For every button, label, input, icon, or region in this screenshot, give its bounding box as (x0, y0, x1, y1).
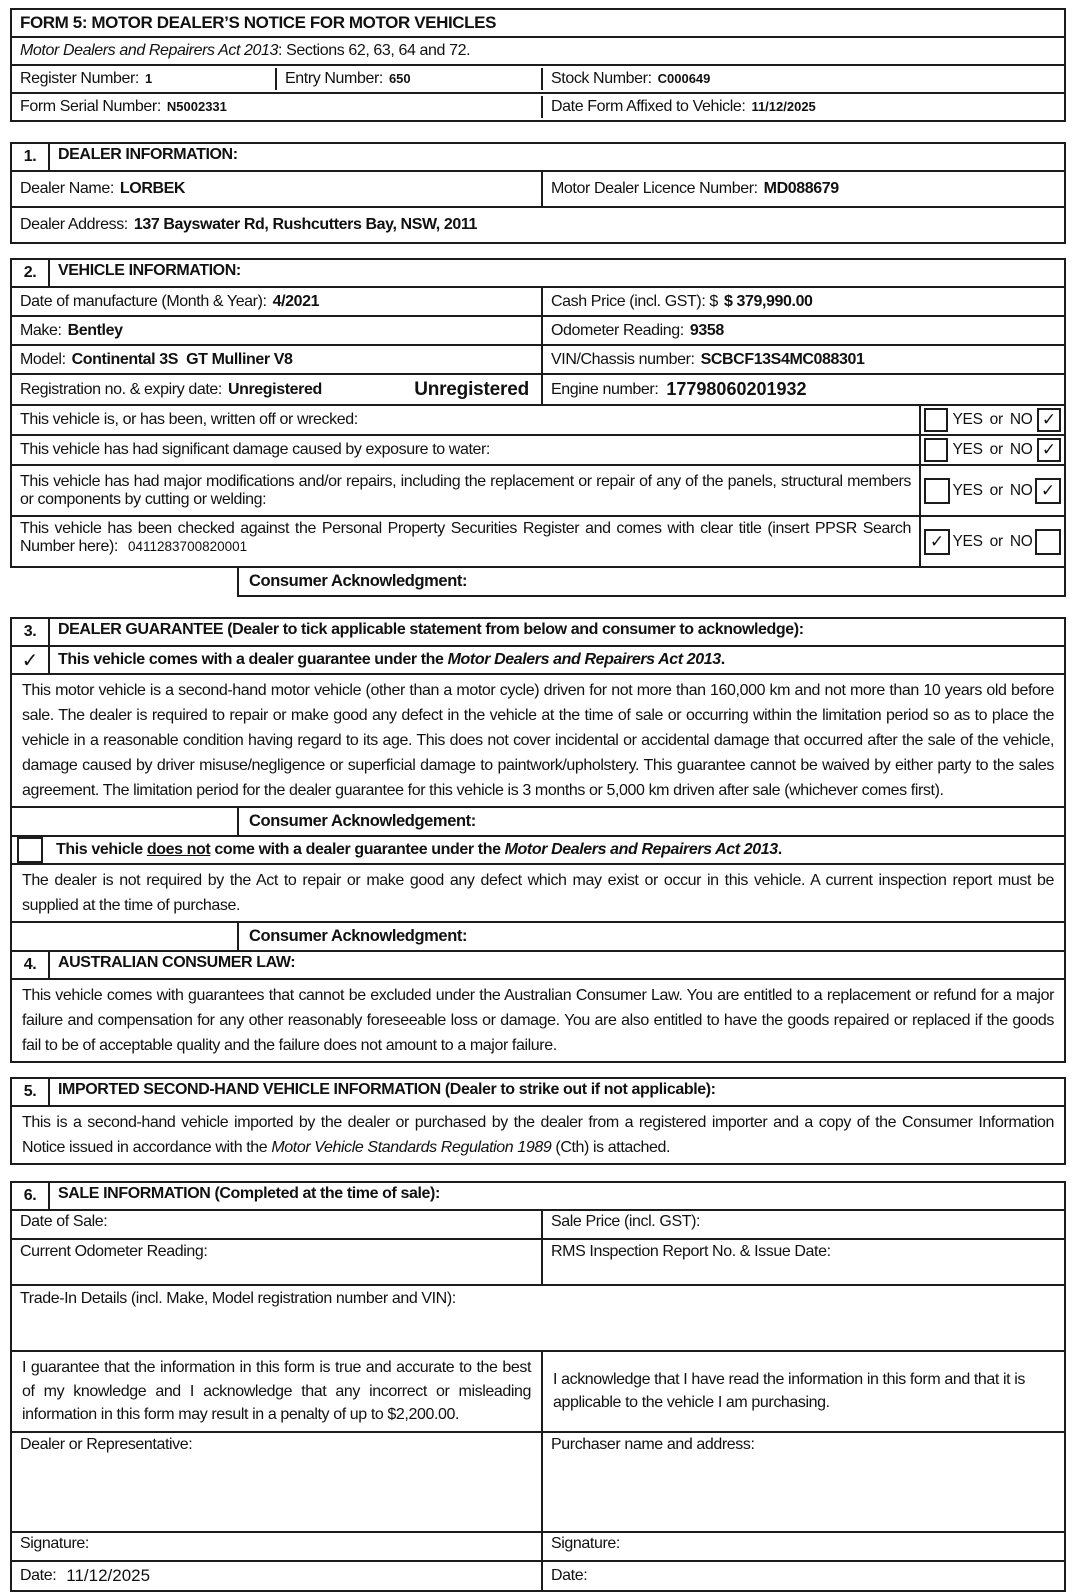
purchaser-date-label: Date: (551, 1566, 588, 1584)
ppsr-number-value: 0411283700820001 (128, 539, 248, 554)
sale-date-row (12, 1209, 1064, 1238)
consumer-acknowledgment-no-guarantee: Consumer Acknowledgment: (249, 927, 468, 945)
question-ppsr-row (12, 515, 1064, 566)
act-name-italic: Motor Dealers and Repairers Act 2013 (504, 841, 778, 858)
act-name-italic: Motor Dealers and Repairers Act 2013 (20, 42, 279, 59)
guarantee-without-checkbox-cell (12, 837, 48, 863)
registration-stamp: Unregistered (414, 378, 529, 400)
sale-odometer-row (12, 1238, 1064, 1284)
make-label: Make: (20, 321, 62, 339)
imported-body-text (12, 1105, 1064, 1163)
manufacture-value: 4/2021 (272, 292, 320, 310)
section1-title: DEALER INFORMATION: (58, 146, 238, 163)
question-written-off-text: This vehicle is, or has been, written off or wrecked: (20, 411, 358, 428)
consumer-acknowledgement-row-1 (12, 806, 1064, 835)
yes-label: YES (952, 481, 983, 499)
dealer-licence-value: MD088679 (763, 180, 839, 197)
spacer (10, 597, 1066, 617)
form-title: FORM 5: MOTOR DEALER’S NOTICE FOR MOTOR VEHICLES (20, 13, 497, 32)
spacer (10, 1063, 1066, 1077)
cash-price-value: $ 379,990.00 (723, 292, 813, 310)
section3-header (12, 619, 1064, 645)
does-not-underline: does not (146, 841, 211, 858)
ppsr-question-text: This vehicle has been checked against the Personal Property Securities Register and comes with clear title (insert PPSR Search Number here): (20, 520, 911, 555)
section6-number: 6. (12, 1183, 50, 1209)
yes-checkbox (924, 408, 948, 432)
no-label: NO (1009, 481, 1033, 499)
guarantee-with-statement (50, 647, 1064, 673)
no-checkbox: ✓ (1037, 438, 1061, 462)
question-modifications-text: This vehicle has had major modifications and/or repairs, including the replacement or repair of any of the panels, structural members or components by cutting or welding: (20, 472, 911, 508)
yes-checkbox (924, 438, 948, 462)
statement-suffix: . (720, 651, 725, 668)
guarantee-with-tick-checkbox: ✓ (12, 647, 50, 673)
cash-price-label: Cash Price (incl. GST): $ (551, 292, 718, 310)
ack-spacer (12, 808, 239, 835)
section5-title: IMPORTED SECOND-HAND VEHICLE INFORMATION (Dealer to strike out if not applicable): (58, 1081, 716, 1098)
model-cell (12, 349, 541, 371)
section2-title: VEHICLE INFORMATION: (58, 262, 241, 279)
odometer-cell (541, 317, 1064, 344)
stock-number-cell (541, 68, 1064, 90)
purchaser-date-cell (541, 1562, 1064, 1590)
date-signature-row (12, 1560, 1064, 1590)
consumer-acknowledgment-row-2 (12, 921, 1064, 950)
dealer-date-label: Date: (20, 1566, 57, 1584)
imported-prefix: This is a second-hand vehicle imported by the dealer or purchased by the dealer from a registered importer and a copy of the Consumer Information Notice issued in accordance with the (22, 1114, 1054, 1156)
dealer-name-cell (12, 178, 541, 200)
no-checkbox: ✓ (1037, 408, 1061, 432)
or-label: or (989, 441, 1003, 458)
yes-checkbox (924, 478, 950, 504)
model-label: Model: (20, 350, 66, 368)
registration-label: Registration no. & expiry date: (20, 380, 222, 398)
entry-number-value: 650 (388, 71, 411, 86)
statement-prefix: This vehicle comes with a dealer guarantee under the (58, 651, 448, 668)
dealer-licence-label: Motor Dealer Licence Number: (551, 180, 758, 197)
manufacture-row (12, 286, 1064, 315)
guarantee-without-statement-row (12, 835, 1064, 863)
dealer-representative-cell: Dealer or Representative: (20, 1435, 193, 1453)
form-serial-cell (12, 96, 541, 118)
dealer-address-row (12, 206, 1064, 242)
form-header (10, 8, 1066, 122)
act-sections: : Sections 62, 63, 64 and 72. (278, 42, 471, 59)
no-label: NO (1009, 441, 1033, 458)
yes-or-no-label (953, 533, 1033, 551)
vin-value: SCBCF13S4MC088301 (700, 350, 865, 368)
serial-row (12, 92, 1064, 120)
section-australian-consumer-law (10, 952, 1066, 1063)
current-odometer-cell: Current Odometer Reading: (20, 1243, 208, 1260)
stock-number-label: Stock Number: (551, 70, 652, 87)
odometer-value: 9358 (689, 321, 724, 339)
registration-row (12, 373, 1064, 404)
section5-number: 5. (12, 1079, 50, 1105)
section4-title: AUSTRALIAN CONSUMER LAW: (58, 954, 296, 971)
yes-label: YES (952, 411, 983, 428)
dealer-address-label: Dealer Address: (20, 216, 128, 233)
odometer-label: Odometer Reading: (551, 321, 684, 339)
make-cell (12, 320, 541, 342)
act-name-italic: Motor Dealers and Repairers Act 2013 (447, 651, 721, 668)
model-row (12, 344, 1064, 373)
sale-price-cell: Sale Price (incl. GST): (541, 1211, 1064, 1238)
section3-title: DEALER GUARANTEE (Dealer to tick applicable statement from below and consumer to acknowledge): (58, 621, 804, 638)
yes-label: YES (952, 532, 983, 550)
purchaser-name-cell: Purchaser name and address: (541, 1433, 1064, 1531)
section4-number: 4. (12, 952, 50, 978)
question-water-damage-row (12, 434, 1064, 464)
entry-number-cell (275, 68, 541, 90)
registration-value: Unregistered (227, 380, 322, 398)
form-title-row (12, 10, 1064, 36)
section1-header (12, 144, 1064, 170)
guarantee-with-statement-row (12, 645, 1064, 673)
yes-checkbox: ✓ (924, 529, 950, 555)
vin-cell (541, 346, 1064, 373)
question-written-off-controls (919, 406, 1064, 434)
engine-cell (541, 375, 1064, 404)
guarantee-body-text: This motor vehicle is a second-hand motor vehicle (other than a motor cycle) driven for not more than 160,000 km and not more than 10 years old before sale. The dealer is required to repair or make good any defect in the vehicle at the time of sale or occurring within the limitation period so as to place the vehicle in a reasonable condition having regard to its age. This does not cover incidental or accidental damage that occurred after the sale of the vehicle, damage caused by driver misuse/negligence or superficial damage to paintwork/upholstery. This guarantee cannot be waived by either party to the sales agreement. The limitation period for the dealer guarantee for this vehicle is 3 months or 5,000 km driven after sale (whichever comes first). (12, 673, 1064, 806)
question-ppsr-controls (919, 517, 1064, 566)
purchaser-declaration-text: I acknowledge that I have read the information in this form and that it is applicable to the vehicle I am purchasing. (541, 1352, 1064, 1431)
spacer (10, 1165, 1066, 1181)
section6-header (12, 1183, 1064, 1209)
model-value: Continental 3S GT Mulliner V8 (71, 350, 293, 368)
dealer-date-value: 11/12/2025 (66, 1565, 151, 1585)
dealer-signature-cell: Signature: (20, 1534, 89, 1552)
declaration-row (12, 1350, 1064, 1431)
form-serial-label: Form Serial Number: (20, 98, 161, 115)
manufacture-cell (12, 291, 541, 313)
statement-prefix: This vehicle (56, 841, 147, 858)
or-label: or (989, 411, 1003, 428)
yes-or-no-label (953, 482, 1033, 500)
or-label: or (989, 532, 1003, 550)
manufacture-label: Date of manufacture (Month & Year): (20, 292, 267, 310)
section1-number: 1. (12, 144, 50, 170)
consumer-acknowledgement-guarantee: Consumer Acknowledgement: (249, 812, 476, 830)
yes-or-no-label (953, 441, 1033, 459)
section-sale-information (10, 1181, 1066, 1592)
dealer-licence-cell (541, 172, 1064, 206)
no-guarantee-checkbox (17, 837, 43, 863)
date-affixed-cell (541, 96, 1064, 118)
dealer-address-cell (12, 214, 485, 236)
dealer-date-cell (12, 1562, 541, 1590)
spacer (10, 122, 1066, 142)
imported-suffix: (Cth) is attached. (551, 1139, 671, 1156)
section-dealer-guarantee (10, 617, 1066, 952)
yes-label: YES (952, 441, 983, 458)
date-affixed-value: 11/12/2025 (751, 99, 816, 114)
register-row (12, 64, 1064, 92)
regulation-name-italic: Motor Vehicle Standards Regulation 1989 (271, 1139, 552, 1156)
section2-number: 2. (12, 260, 50, 286)
dealer-address-value: 137 Bayswater Rd, Rushcutters Bay, NSW, 2011 (133, 216, 477, 233)
question-water-damage-controls (919, 436, 1064, 464)
spacer (10, 244, 1066, 258)
register-number-label: Register Number: (20, 70, 139, 87)
section4-header (12, 952, 1064, 978)
no-label: NO (1009, 411, 1033, 428)
date-affixed-label: Date Form Affixed to Vehicle: (551, 98, 746, 115)
section2-header (12, 260, 1064, 286)
section5-header (12, 1079, 1064, 1105)
ack-spacer (12, 923, 239, 950)
representative-row (12, 1431, 1064, 1531)
make-value: Bentley (67, 321, 123, 339)
form-serial-value: N5002331 (166, 99, 227, 114)
statement-mid: come with a dealer guarantee under the (210, 841, 505, 858)
or-label: or (989, 481, 1003, 499)
dealer-name-label: Dealer Name: (20, 180, 114, 197)
no-guarantee-body-text: The dealer is not required by the Act to repair or make good any defect which may exist or occur in this vehicle. A current inspection report must be supplied at the time of purchase. (12, 863, 1064, 921)
no-label: NO (1009, 532, 1033, 550)
date-of-sale-cell: Date of Sale: (20, 1213, 108, 1230)
statement-suffix: . (777, 841, 782, 858)
section-imported-vehicle (10, 1077, 1066, 1165)
cash-price-cell (541, 288, 1064, 315)
entry-number-label: Entry Number: (285, 70, 383, 87)
register-number-value: 1 (144, 71, 153, 86)
question-written-off-row (12, 404, 1064, 434)
no-checkbox: ✓ (1035, 478, 1061, 504)
stock-number-value: C000649 (657, 71, 711, 86)
engine-value: 17798060201932 (666, 379, 807, 399)
section-dealer-information (10, 142, 1066, 244)
dealer-name-value: LORBEK (119, 180, 186, 197)
register-number-cell (12, 68, 275, 90)
yes-or-no-label (953, 411, 1033, 429)
question-modifications-controls (919, 466, 1064, 515)
make-row (12, 315, 1064, 344)
guarantee-without-statement (48, 837, 1064, 863)
signature-row (12, 1531, 1064, 1560)
dealer-declaration-text: I guarantee that the information in this form is true and accurate to the best of my knowledge and I acknowledge that any incorrect or misleading information in this form may result in a penalty of up to $2,200.00. (22, 1359, 531, 1423)
registration-cell (12, 377, 541, 403)
act-reference-row (12, 36, 1064, 64)
vin-label: VIN/Chassis number: (551, 350, 695, 368)
question-ppsr-text (12, 517, 919, 566)
engine-label: Engine number: (551, 380, 659, 398)
no-checkbox (1035, 529, 1061, 555)
dealer-name-row (12, 170, 1064, 206)
question-water-damage-text: This vehicle has had significant damage caused by exposure to water: (20, 441, 490, 458)
question-modifications-row (12, 464, 1064, 515)
section-vehicle-information (10, 258, 1066, 568)
acl-body-text: This vehicle comes with guarantees that cannot be excluded under the Australian Consumer Law. You are entitled to a replacement or refund for a major failure and compensation for any other reasonably foreseeable loss or damage. You are also entitled to have the goods repaired or replaced if the goods fail to be of acceptable quality and the failure does not amount to a major failure. (12, 978, 1064, 1061)
trade-in-cell: Trade-In Details (incl. Make, Model registration number and VIN): (12, 1284, 1064, 1350)
section3-number: 3. (12, 619, 50, 645)
act-reference (12, 40, 478, 62)
section6-title: SALE INFORMATION (Completed at the time of sale): (58, 1185, 440, 1202)
purchaser-signature-cell: Signature: (541, 1533, 1064, 1560)
rms-inspection-cell: RMS Inspection Report No. & Issue Date: (541, 1240, 1064, 1284)
consumer-acknowledgment-vehicle: Consumer Acknowledgment: (237, 568, 1066, 597)
